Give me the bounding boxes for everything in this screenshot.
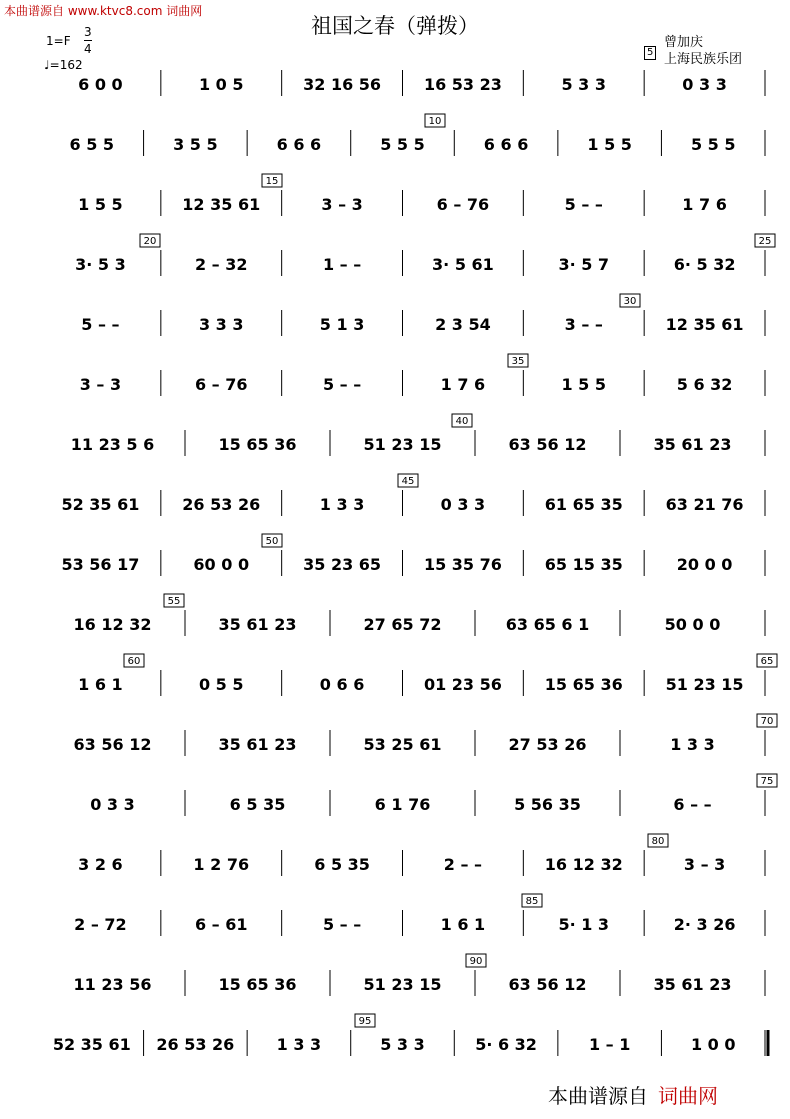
measure: 3 5 5 [173,135,218,154]
measure: 1 6 1 [440,915,486,934]
measure: 11 23 56 [73,975,152,994]
measure: 01 23 56 [423,675,502,694]
measure-number: 10 [428,116,442,127]
tempo-value: =162 [49,58,83,72]
measure: 3 – 3 [79,375,122,394]
measure: 3· 5 7 [558,255,610,274]
measure-number: 40 [455,416,469,427]
measure: 63 21 76 [665,495,744,514]
footer-source-text: 本曲谱源自 [548,1084,648,1108]
measure: 3 – 3 [321,195,363,214]
measure: 6 5 35 [314,855,370,874]
measure: 1 5 5 [561,375,607,394]
footer-brand: 词曲网 [658,1084,718,1108]
measure: 0 3 3 [682,75,727,94]
measure: 0 3 3 [440,495,486,514]
measure: 5 5 5 [690,135,736,154]
measure: 1 0 5 [198,75,244,94]
measure: 15 65 36 [544,675,623,694]
measure-number: 25 [758,236,772,247]
measure: 63 56 12 [508,975,587,994]
measure: 1 5 5 [78,195,123,214]
source-watermark: 本曲谱源自 www.ktvc8.com 词曲网 [4,4,203,18]
measure: 2 3 54 [435,315,491,334]
measure: 15 35 76 [423,555,502,574]
measure: 12 35 61 [665,315,744,334]
measure: 2· 3 26 [673,915,736,934]
measure-number: 45 [401,476,415,487]
measure: 35 61 23 [218,615,297,634]
measure: 1 7 6 [682,195,727,214]
measure: 15 65 36 [218,435,297,454]
measure: 2 – 32 [194,255,248,274]
measure: 11 23 5 6 [70,435,155,454]
measure: 5 – – [564,195,603,214]
measure: 50 0 0 [664,615,721,634]
measure: 6 5 5 [69,135,115,154]
measure: 1 3 3 [319,495,365,514]
measure-number: 75 [760,776,774,787]
measure: 16 53 23 [423,75,502,94]
measure: 16 12 32 [544,855,623,874]
measure: 12 35 61 [182,195,261,214]
measure: 35 61 23 [653,435,732,454]
measure: 6 6 6 [483,135,529,154]
measure-number: 70 [760,716,774,727]
measure-number: 90 [469,956,483,967]
measure: 0 3 3 [90,795,135,814]
performer-name: 上海民族乐团 [664,52,743,67]
measure-number: 35 [511,356,525,367]
measure: 5 3 3 [561,75,607,94]
measure: 1 5 5 [587,135,632,154]
measure: 0 6 6 [319,675,365,694]
measure: 32 16 56 [303,75,382,94]
measure: 6 6 6 [276,135,322,154]
measure-number: 95 [358,1016,372,1027]
measure: 6 – 61 [194,915,248,934]
measure: 5 – – [81,315,120,334]
measure: 3· 5 61 [432,255,494,274]
measure: 3 2 6 [78,855,123,874]
measure: 27 65 72 [363,615,442,634]
measure: 6 – 76 [436,195,490,214]
measure: 60 0 0 [193,555,250,574]
measure-number: 65 [760,656,774,667]
measure: 51 23 15 [363,435,442,454]
measure-number: 60 [127,656,141,667]
measure-number: 20 [143,236,157,247]
measure: 51 23 15 [665,675,744,694]
measure: 6 0 0 [78,75,123,94]
measure: 52 35 61 [52,1035,131,1054]
measure: 5 3 3 [380,1035,425,1054]
measure: 51 23 15 [363,975,442,994]
measure: 2 – 72 [74,915,127,934]
measure-number-box: 5 [644,46,656,60]
measure: 15 65 36 [218,975,297,994]
measure: 35 23 65 [303,555,382,574]
measure: 1 6 1 [78,675,123,694]
measure-number: 80 [651,836,665,847]
measure: 65 15 35 [544,555,623,574]
measure: 5· 6 32 [475,1035,537,1054]
measure: 5· 1 3 [558,915,610,934]
measure: 16 12 32 [73,615,152,634]
measure: 53 25 61 [363,735,442,754]
measure: 2 – – [443,855,483,874]
time-signature-top: 3 [84,25,92,39]
measure: 1 0 0 [690,1035,736,1054]
measure: 6 – 76 [194,375,248,394]
measure: 52 35 61 [61,495,140,514]
measure: 3 – – [564,315,603,334]
measure: 63 56 12 [508,435,587,454]
measure: 27 53 26 [508,735,587,754]
measure: 1 7 6 [440,375,486,394]
measure: 35 61 23 [218,735,297,754]
measure: 1 3 3 [670,735,715,754]
measure: 1 – 1 [588,1035,631,1054]
measure: 5 5 5 [380,135,425,154]
measure: 3 – 3 [683,855,726,874]
measure: 61 65 35 [544,495,623,514]
measure: 26 53 26 [156,1035,235,1054]
measure: 6 1 76 [374,795,431,814]
measure: 1 2 76 [193,855,250,874]
measure: 5 6 32 [676,375,733,394]
measure: 0 5 5 [198,675,244,694]
measure: 20 0 0 [676,555,733,574]
footer-source [548,1080,718,1109]
key-signature: 1=F [46,34,71,48]
measure: 6· 5 32 [673,255,736,274]
measure-number: 55 [167,596,181,607]
measure: 3· 5 3 [75,255,126,274]
measure: 35 61 23 [653,975,732,994]
measure: 63 65 6 1 [505,615,590,634]
measure: 1 3 3 [276,1035,322,1054]
measure: 3 3 3 [198,315,244,334]
composer-name: 曾加庆 [664,35,704,50]
measure: 26 53 26 [182,495,261,514]
measure-number: 30 [623,296,637,307]
quarter-note-icon: ♩ [44,58,50,72]
measure: 5 – – [322,375,362,394]
measure: 5 – – [322,915,362,934]
time-signature-bottom: 4 [84,42,92,56]
measure-number: 50 [265,536,279,547]
measure: 63 56 12 [73,735,152,754]
measure: 1 – – [322,255,362,274]
measure: 53 56 17 [61,555,140,574]
measure-number: 85 [525,896,539,907]
page-title: 祖国之春（弹拨） [311,14,479,38]
measure: 5 56 35 [514,795,581,814]
measure-number: 15 [265,176,279,187]
measure: 6 5 35 [229,795,286,814]
measure: 6 – – [673,795,712,814]
measure: 5 1 3 [319,315,365,334]
